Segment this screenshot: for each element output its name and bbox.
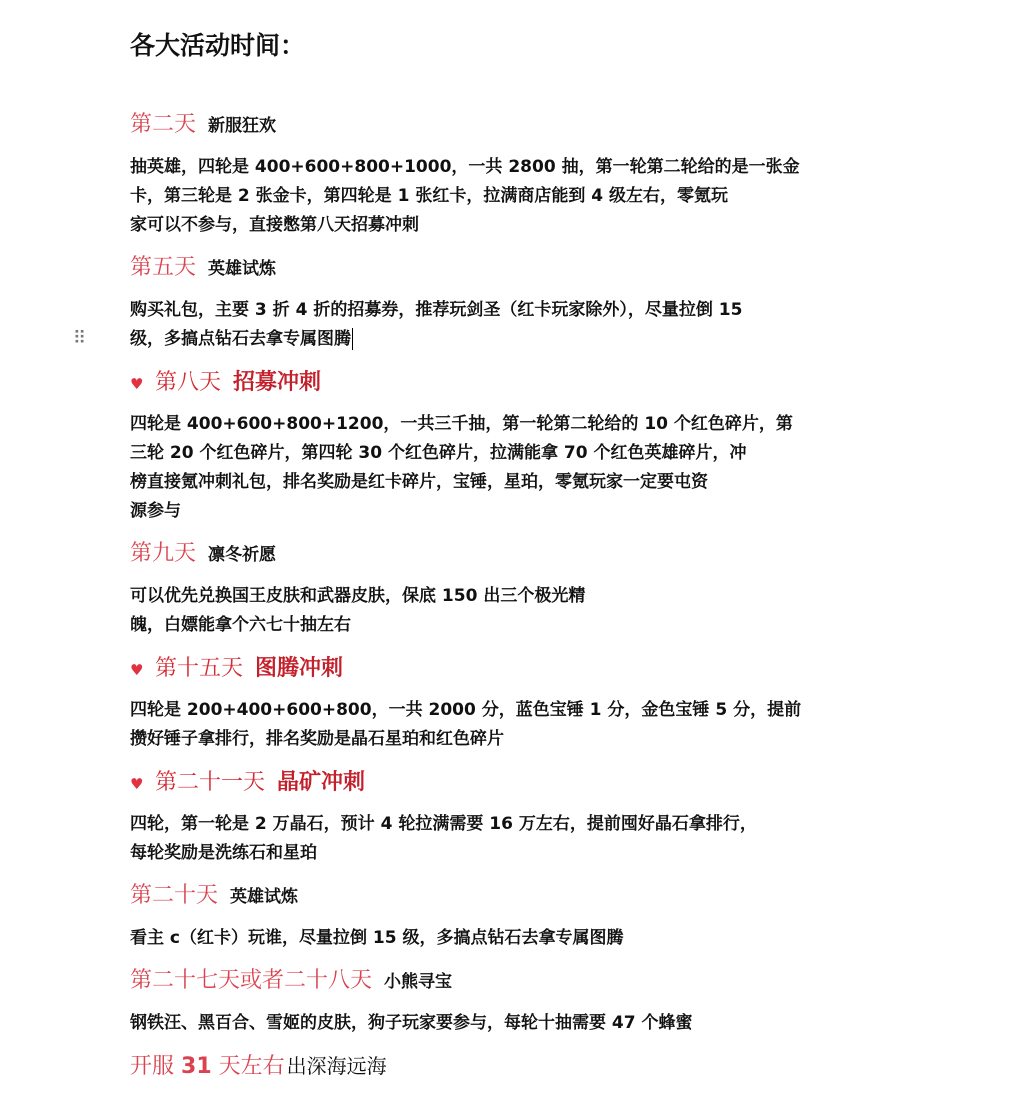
text-line-content: 级，多搞点钻石去拿专属图腾 [130,329,351,349]
event-name: 英雄试炼 [230,887,299,907]
day-label: 第五天 [130,255,197,280]
section-heading [130,253,900,283]
section-heading [130,539,900,569]
event-name: 新服狂欢 [208,116,277,136]
text-cursor [352,328,353,350]
text-line-content: 源参与 [130,501,181,521]
section-body [130,1009,900,1038]
day-label: 第二天 [130,112,197,137]
event-name: 图腾冲刺 [255,655,344,681]
text-line [130,1009,900,1038]
text-line [130,325,900,354]
text-line-content: 四轮是 400+600+800+1200，一共三千抽，第一轮第二轮给的 10 个红色碎片，第 [130,414,793,434]
text-line-content: 看主 c（红卡）玩谁，尽量拉倒 15 级，多搞点钻石去拿专属图腾 [130,928,624,948]
text-line-content: 家可以不参与，直接憋第八天招募冲刺 [130,215,419,235]
final-heading [130,1051,900,1081]
heart-icon: ♥ [130,775,144,793]
text-line [130,582,900,611]
text-line [130,839,900,868]
section-heading [130,367,900,397]
text-line [130,696,900,725]
heart-icon: ♥ [130,661,144,679]
section-body [130,582,900,640]
day-label: 第二十天 [130,883,219,908]
day-label: 第八天 [155,370,222,395]
text-line-content: 榜直接氪冲刺礼包，排名奖励是红卡碎片，宝锤，星珀，零氪玩家一定要屯资 [130,472,708,492]
text-line-content: 抽英雄，四轮是 400+600+800+1000，一共 2800 抽，第一轮第二轮给的是一张金 [130,157,800,177]
text-line-content: 钢铁汪、黑百合、雪姬的皮肤，狗子玩家要参与，每轮十抽需要 47 个蜂蜜 [130,1013,693,1033]
document [130,28,900,1094]
text-line-content: 购买礼包，主要 3 折 4 折的招募券，推荐玩剑圣（红卡玩家除外），尽量拉倒 15 [130,300,743,320]
text-line [130,497,900,526]
text-line [130,296,900,325]
text-line [130,468,900,497]
text-line-content: 每轮奖励是洗练石和星珀 [130,843,317,863]
section-body [130,153,900,240]
event-name: 小熊寻宝 [384,972,453,992]
text-line-content: 四轮是 200+400+600+800，一共 2000 分，蓝色宝锤 1 分，金色宝锤 5 分，提前 [130,700,802,720]
text-line [130,439,900,468]
section-body [130,296,900,354]
event-name: 晶矿冲刺 [277,769,366,795]
section-body [130,410,900,526]
text-line [130,611,900,640]
text-line-content: 三轮 20 个红色碎片，第四轮 30 个红色碎片，拉满能拿 70 个红色英雄碎片，冲 [130,443,747,463]
text-line [130,410,900,439]
event-name: 英雄试炼 [208,259,277,279]
final-text: 出深海远海 [286,1054,387,1078]
text-line-content: 可以优先兑换国王皮肤和武器皮肤，保底 150 出三个极光精 [130,586,586,606]
text-line [130,211,900,240]
section-heading [130,966,900,996]
text-line-content: 四轮，第一轮是 2 万晶石，预计 4 轮拉满需要 16 万左右，提前囤好晶石拿排行， [130,814,757,834]
section-heading [130,767,900,797]
drag-handle-icon[interactable]: ⠿ [73,328,85,349]
event-name: 招募冲刺 [233,369,322,395]
section-heading [130,653,900,683]
text-line [130,810,900,839]
final-day: 开服 31 天左右 [130,1054,285,1079]
text-line-content: 魄，白嫖能拿个六七十抽左右 [130,615,351,635]
sections [130,110,900,1038]
section-body [130,696,900,754]
day-label: 第九天 [130,541,197,566]
section-heading [130,881,900,911]
text-line-content: 卡，第三轮是 2 张金卡，第四轮是 1 张红卡，拉满商店能到 4 级左右，零氪玩 [130,186,728,206]
day-label: 第二十一天 [155,770,266,795]
text-line [130,182,900,211]
event-name: 凛冬祈愿 [208,545,277,565]
text-line [130,924,900,953]
page-title: 各大活动时间： [130,31,306,60]
section-body [130,810,900,868]
text-line-content: 攒好锤子拿排行，排名奖励是晶石星珀和红色碎片 [130,729,504,749]
text-line [130,153,900,182]
heart-icon: ♥ [130,375,144,393]
day-label: 第十五天 [155,656,244,681]
day-label: 第二十七天或者二十八天 [130,968,373,993]
section-body [130,924,900,953]
text-line [130,725,900,754]
section-heading [130,110,900,140]
